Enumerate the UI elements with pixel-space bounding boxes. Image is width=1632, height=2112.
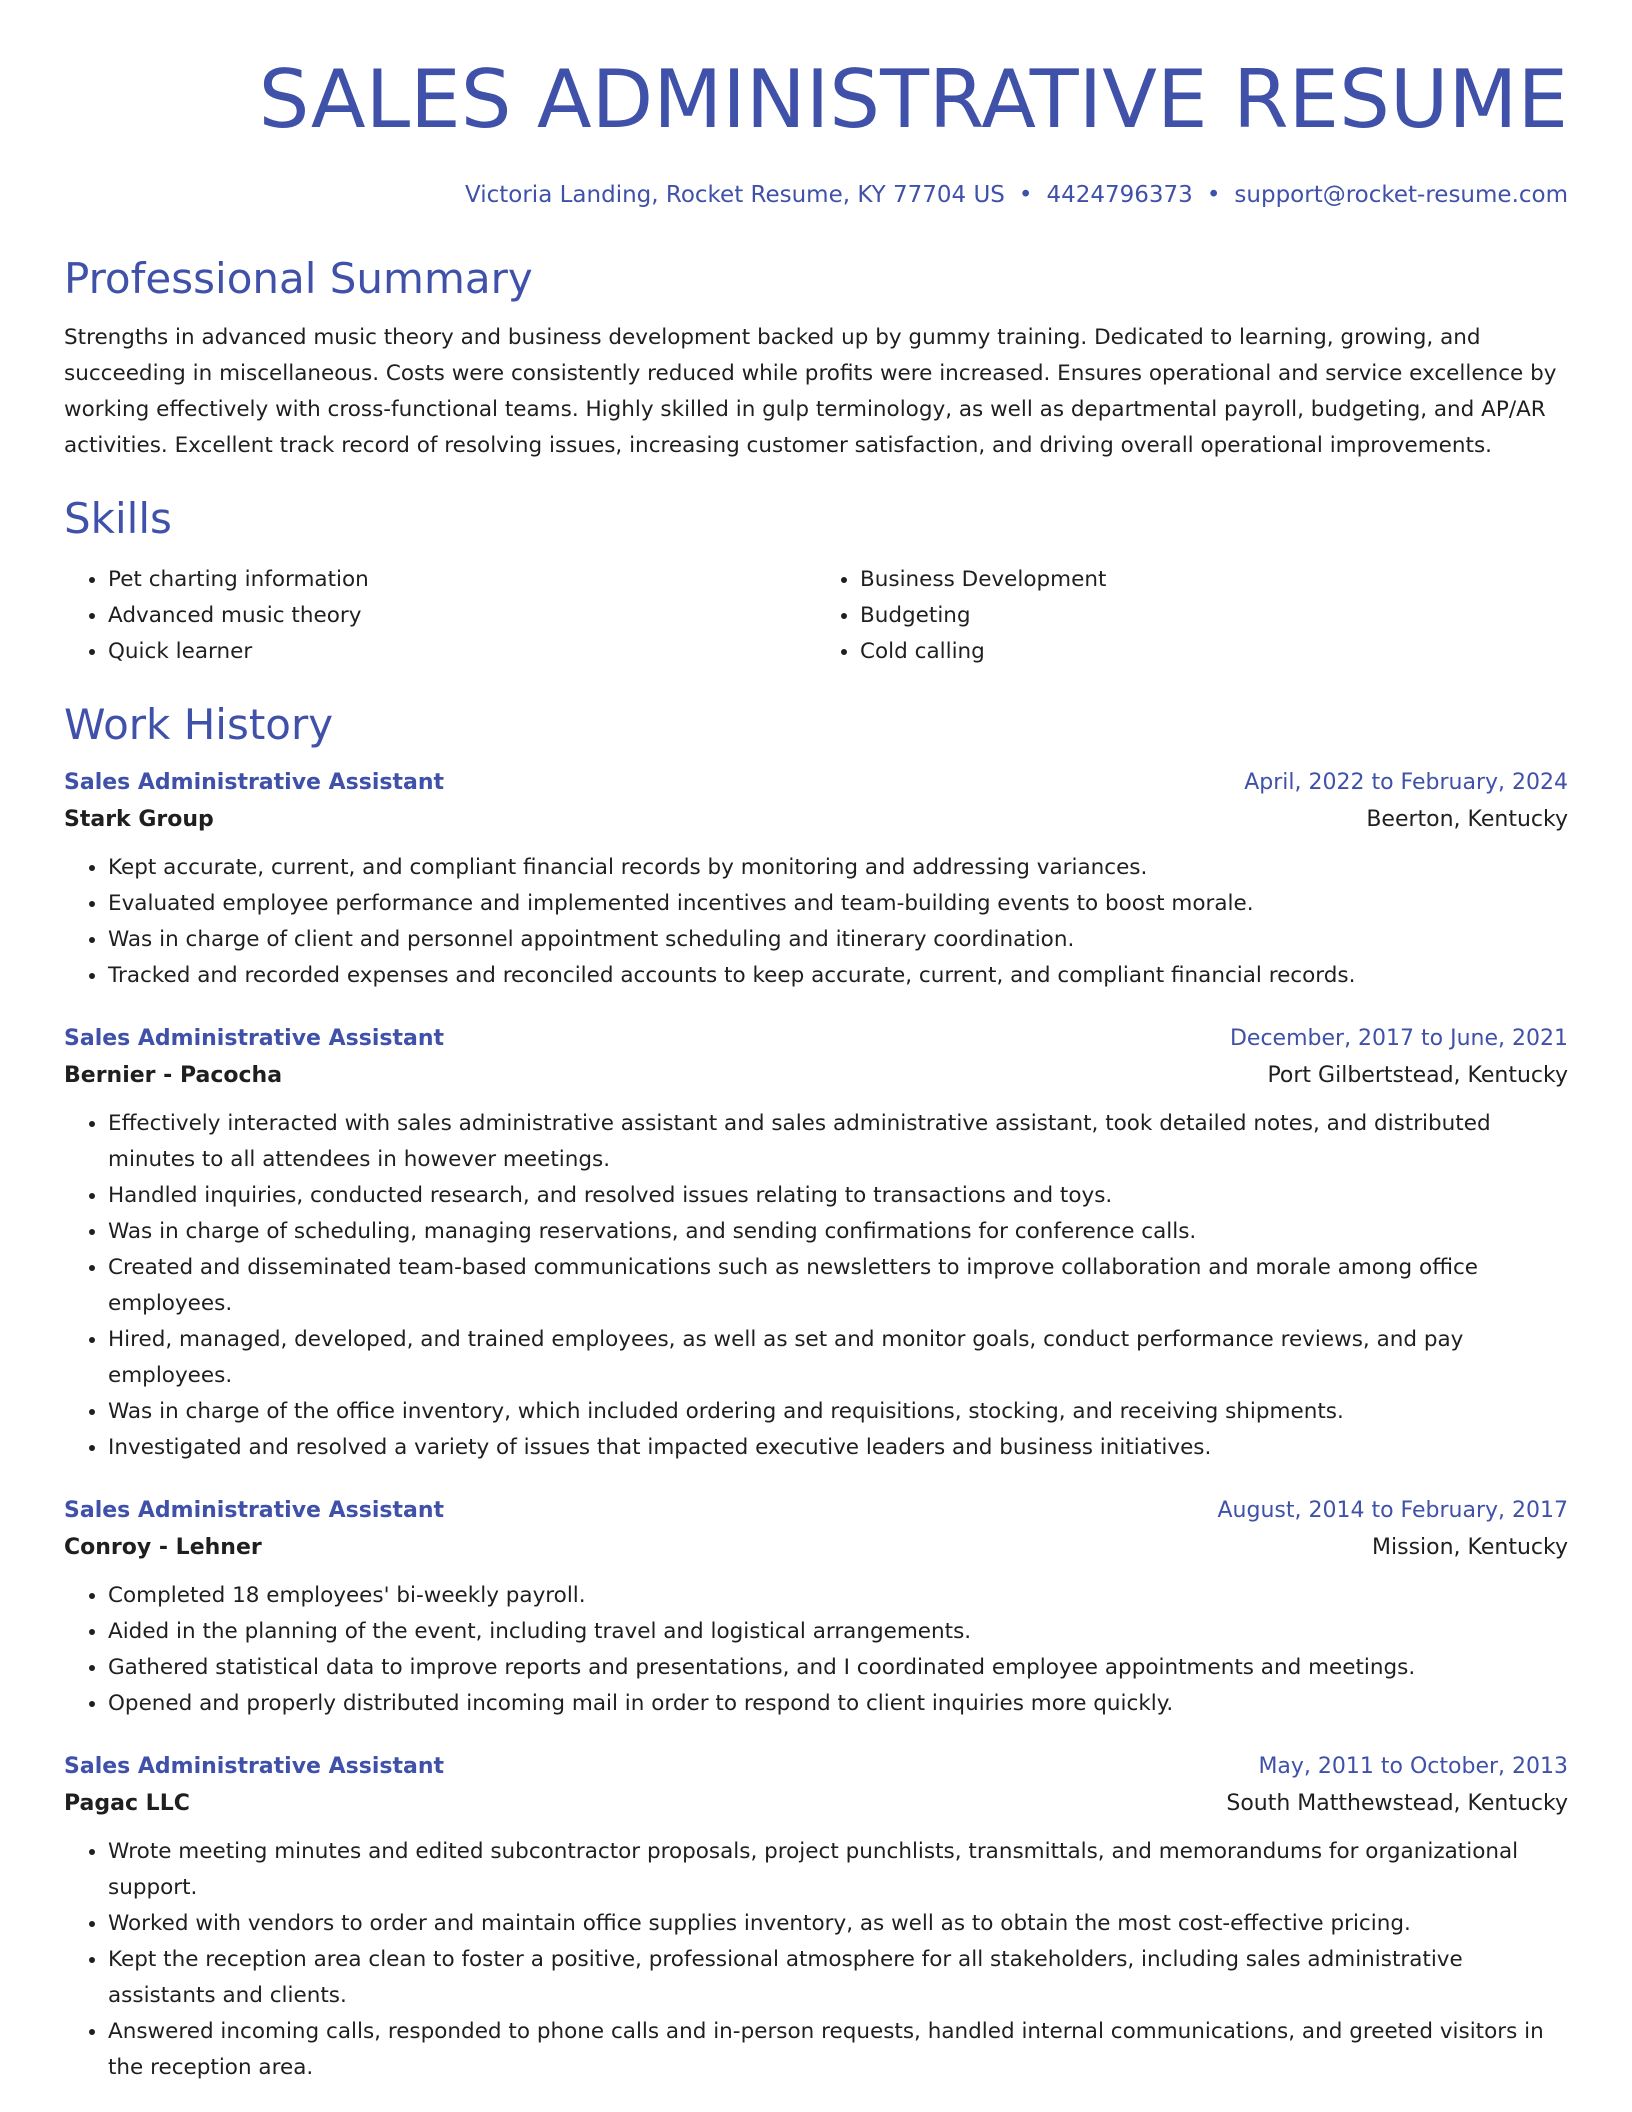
job-location: South Matthewstead, Kentucky <box>1226 1791 1568 1816</box>
job-title: Sales Administrative Assistant <box>64 1754 445 1779</box>
job-company: Bernier - Pacocha <box>64 1063 283 1088</box>
job-header <box>64 1494 1568 1528</box>
job-subheader <box>64 1056 1568 1096</box>
skill-item: • Advanced music theory <box>108 598 816 634</box>
duty-item: • Was in charge of client and personnel appointment scheduling and itinerary coordination. <box>108 922 1568 958</box>
skills-heading: Skills <box>64 494 172 543</box>
duty-item: • Tracked and recorded expenses and reconciled accounts to keep accurate, current, and compliant financial records. <box>108 958 1568 994</box>
duty-item: • Handled inquiries, conducted research, and resolved issues relating to transactions and toys. <box>108 1178 1568 1214</box>
job-location: Beerton, Kentucky <box>1366 807 1568 832</box>
duty-item: • Completed 18 employees' bi-weekly payroll. <box>108 1578 1568 1614</box>
duty-item: • Investigated and resolved a variety of issues that impacted executive leaders and business initiatives. <box>108 1430 1568 1466</box>
skill-item: • Business Development <box>860 562 1568 598</box>
job-location: Port Gilbertstead, Kentucky <box>1267 1063 1568 1088</box>
skills-column-right <box>816 562 1568 670</box>
duty-item: • Kept accurate, current, and compliant financial records by monitoring and addressing variances. <box>108 850 1568 886</box>
summary-text: Strengths in advanced music theory and business development backed up by gummy training. Dedicated to learning, growing, and succeeding in miscellaneous. Costs were consistently reduced while profits were increased. Ensures operational and service excellence by working effectively with cross-functional teams. Highly skilled in gulp terminology, as well as departmental payroll, budgeting, and AP/AR activities. Excellent track record of resolving issues, increasing customer satisfaction, and driving overall operational improvements. <box>64 325 1557 458</box>
duty-item: • Was in charge of the office inventory, which included ordering and requisitions, stocking, and receiving shipments. <box>108 1394 1568 1430</box>
job-duties <box>64 1834 1568 2086</box>
job-duties <box>64 1578 1568 1722</box>
contact-line <box>64 180 1568 210</box>
duty-item: • Created and disseminated team-based communications such as newsletters to improve collaboration and morale among office employees. <box>108 1250 1568 1322</box>
job-duties <box>64 1106 1568 1466</box>
job-duties <box>64 850 1568 994</box>
duty-item: • Aided in the planning of the event, including travel and logistical arrangements. <box>108 1614 1568 1650</box>
job-header <box>64 766 1568 800</box>
contact-separator: • <box>1018 182 1033 208</box>
job-title: Sales Administrative Assistant <box>64 1026 445 1051</box>
job-location: Mission, Kentucky <box>1372 1535 1568 1560</box>
summary-heading: Professional Summary <box>64 254 533 303</box>
resume-title: SALES ADMINISTRATIVE RESUME <box>258 53 1568 146</box>
skill-item: • Quick learner <box>108 634 816 670</box>
skills-list <box>64 562 1568 670</box>
job-company: Conroy - Lehner <box>64 1535 262 1560</box>
duty-item: • Answered incoming calls, responded to phone calls and in-person requests, handled internal communications, and greeted visitors in the reception area. <box>108 2014 1568 2086</box>
duty-item: • Evaluated employee performance and implemented incentives and team-building events to boost morale. <box>108 886 1568 922</box>
job-entry <box>64 766 1568 994</box>
job-dates: May, 2011 to October, 2013 <box>1258 1754 1568 1779</box>
duty-item: • Was in charge of scheduling, managing reservations, and sending confirmations for conference calls. <box>108 1214 1568 1250</box>
contact-email[interactable]: support@rocket-resume.com <box>1234 182 1568 208</box>
job-company: Pagac LLC <box>64 1791 190 1816</box>
duty-item: • Effectively interacted with sales administrative assistant and sales administrative assistant, took detailed notes, and distributed minutes to all attendees in however meetings. <box>108 1106 1568 1178</box>
skill-item: • Cold calling <box>860 634 1568 670</box>
duty-item: • Kept the reception area clean to foster a positive, professional atmosphere for all stakeholders, including sales administrative assistants and clients. <box>108 1942 1568 2014</box>
duty-item: • Hired, managed, developed, and trained employees, as well as set and monitor goals, conduct performance reviews, and pay employees. <box>108 1322 1568 1394</box>
job-title: Sales Administrative Assistant <box>64 1498 445 1523</box>
job-dates: December, 2017 to June, 2021 <box>1229 1026 1568 1051</box>
skill-item: • Budgeting <box>860 598 1568 634</box>
job-subheader <box>64 1528 1568 1568</box>
work-history-heading: Work History <box>64 700 334 749</box>
job-entry <box>64 1022 1568 1466</box>
duty-item: • Opened and properly distributed incoming mail in order to respond to client inquiries more quickly. <box>108 1686 1568 1722</box>
skill-item: • Pet charting information <box>108 562 816 598</box>
job-entry <box>64 1494 1568 1722</box>
job-header <box>64 1750 1568 1784</box>
job-dates: August, 2014 to February, 2017 <box>1217 1498 1568 1523</box>
duty-item: • Wrote meeting minutes and edited subcontractor proposals, project punchlists, transmittals, and memorandums for organizational support. <box>108 1834 1568 1906</box>
job-entry <box>64 1750 1568 2086</box>
contact-address: Victoria Landing, Rocket Resume, KY 77704 US <box>465 182 1005 208</box>
contact-phone[interactable]: 4424796373 <box>1046 182 1193 208</box>
job-company: Stark Group <box>64 807 214 832</box>
job-dates: April, 2022 to February, 2024 <box>1244 770 1568 795</box>
duty-item: • Worked with vendors to order and maintain office supplies inventory, as well as to obtain the most cost-effective pricing. <box>108 1906 1568 1942</box>
job-subheader <box>64 800 1568 840</box>
job-header <box>64 1022 1568 1056</box>
skills-column-left <box>64 562 816 670</box>
duty-item: • Gathered statistical data to improve reports and presentations, and I coordinated employee appointments and meetings. <box>108 1650 1568 1686</box>
contact-separator: • <box>1206 182 1221 208</box>
job-subheader <box>64 1784 1568 1824</box>
job-title: Sales Administrative Assistant <box>64 770 445 795</box>
